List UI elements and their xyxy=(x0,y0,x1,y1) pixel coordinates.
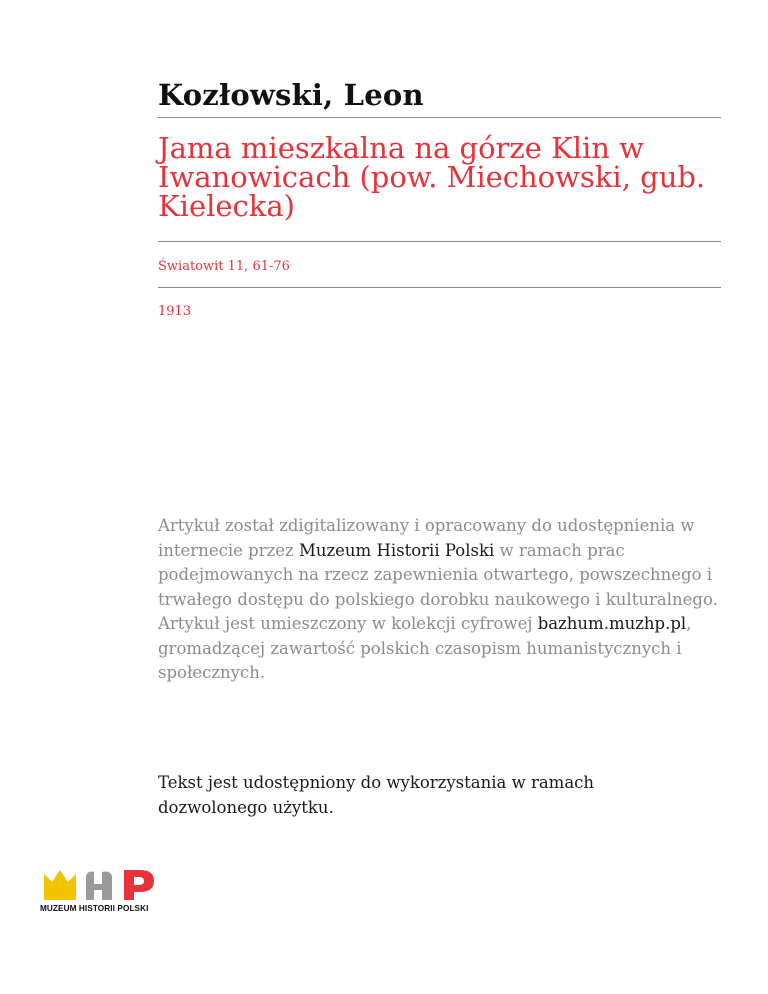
digitization-note-text: w ramach prac podejmowanych na rzecz zapewnienia otwartego, powszechnego i trwałego dostępu do polskiego dorobku naukowego i kulturalnego. Artykuł jest umieszczony w kolekcji cyfrowej xyxy=(158,540,718,633)
source-citation: Światowit 11, 61-76 xyxy=(158,259,290,274)
digitization-note-text: Artykuł został zdigitalizowany i opracowany do udostępnienia w internecie przez xyxy=(158,516,695,560)
divider xyxy=(158,287,721,288)
divider xyxy=(158,117,721,118)
logo-yellow-mark xyxy=(44,870,76,900)
article-title: Jama mieszkalna na górze Klin w Iwanowicach (pow. Miechowski, gub. Kielecka) xyxy=(158,131,706,223)
logo-caption: MUZEUM HISTORII POLSKI xyxy=(40,904,149,913)
logo-red-mark xyxy=(124,870,154,900)
digitization-note-text: , gromadzącej zawartość polskich czasopism humanistycznych i społecznych. xyxy=(158,614,692,682)
logo-gray-mark xyxy=(86,872,112,901)
divider xyxy=(158,241,721,242)
publication-year: 1913 xyxy=(158,304,192,319)
usage-note: Tekst jest udostępniony do wykorzystania w ramach dozwolonego użytku. xyxy=(158,773,595,817)
author-name: Kozłowski, Leon xyxy=(158,78,424,112)
collection-link[interactable]: bazhum.muzhp.pl xyxy=(537,614,687,633)
digitization-note xyxy=(158,514,718,686)
institution-name: Muzeum Historii Polski xyxy=(298,540,495,560)
